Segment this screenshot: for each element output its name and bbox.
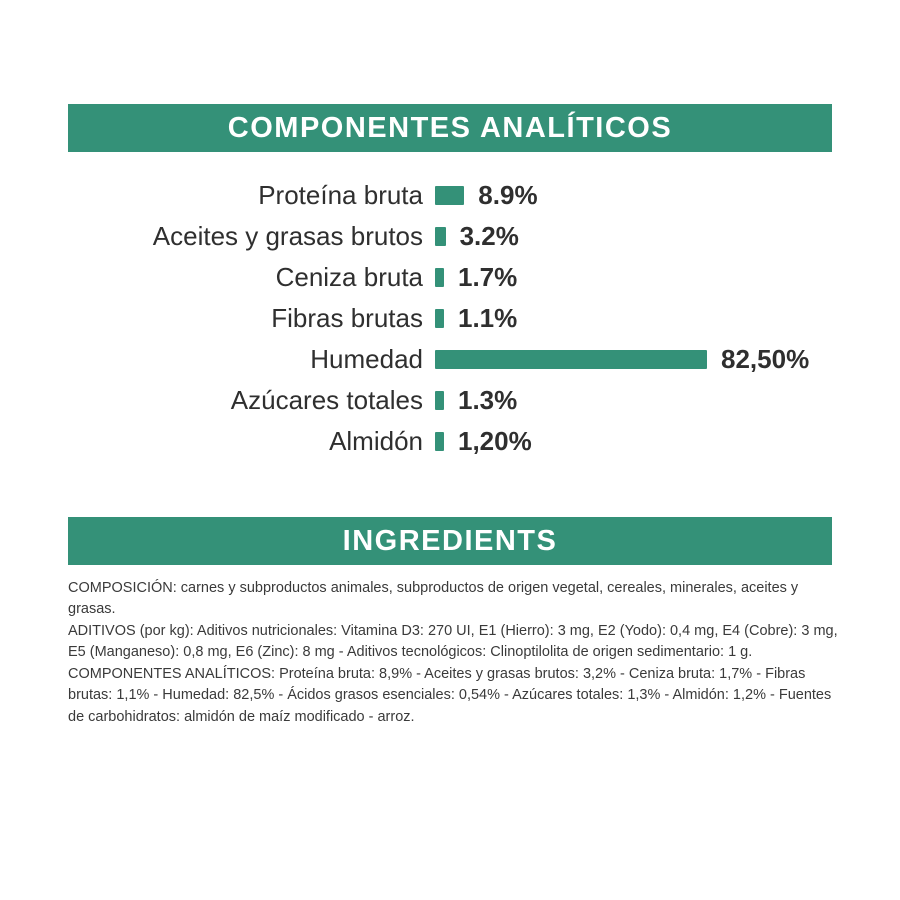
- chart-row-value: 8.9%: [478, 180, 538, 210]
- analytical-components-chart: [60, 175, 850, 462]
- chart-bar: [435, 186, 464, 205]
- chart-row-label: Ceniza bruta: [275, 262, 423, 292]
- chart-row-label: Azúcares totales: [230, 385, 423, 415]
- chart-row: [60, 380, 850, 421]
- chart-bar: [435, 268, 444, 287]
- chart-bar-wrap: [435, 344, 850, 375]
- analytical-components-header: COMPONENTES ANALÍTICOS: [68, 104, 832, 152]
- chart-row-value: 3.2%: [459, 221, 519, 251]
- ingredients-header: INGREDIENTS: [68, 517, 832, 565]
- chart-bar: [435, 309, 444, 328]
- chart-bar-wrap: [435, 180, 850, 211]
- chart-row-label: Almidón: [329, 426, 423, 456]
- chart-bar: [435, 350, 707, 369]
- chart-bar-wrap: [435, 221, 850, 252]
- chart-row: [60, 421, 850, 462]
- chart-bar: [435, 432, 444, 451]
- ingredients-body: [68, 578, 838, 728]
- chart-row: [60, 298, 850, 339]
- chart-bar: [435, 391, 444, 410]
- chart-row-label: Proteína bruta: [258, 180, 423, 210]
- chart-row-label: Fibras brutas: [271, 303, 423, 333]
- chart-row: [60, 257, 850, 298]
- chart-bar-wrap: [435, 385, 850, 416]
- chart-row-value: 82,50%: [721, 344, 810, 374]
- chart-bar: [435, 227, 446, 246]
- chart-row-label: Humedad: [310, 344, 423, 374]
- chart-row-value: 1.1%: [458, 303, 518, 333]
- chart-bar-wrap: [435, 426, 850, 457]
- chart-row-value: 1.7%: [458, 262, 518, 292]
- chart-bar-wrap: [435, 303, 850, 334]
- chart-row: [60, 216, 850, 257]
- chart-row: [60, 175, 850, 216]
- chart-row-label: Aceites y grasas brutos: [152, 221, 423, 251]
- chart-bar-wrap: [435, 262, 850, 293]
- ingredients-paragraph: COMPONENTES ANALÍTICOS: Proteína bruta: 8,9% - Aceites y grasas brutos: 3,2% - Ceniza bruta: 1,7% - Fibras brutas: 1,1% - Humedad: 82,5% - Ácidos grasos esenciales: 0,54% - Azúcares totales: 1,3% - Almidón: 1,2% - Fuentes de carbohidratos: almidón de maíz modificado - arroz.: [68, 665, 832, 725]
- ingredients-paragraph: ADITIVOS (por kg): Aditivos nutricionales: Vitamina D3: 270 UI, E1 (Hierro): 3 mg, E2 (Yodo): 0,4 mg, E4 (Cobre): 3 mg, E5 (Manganeso): 0,8 mg, E6 (Zinc): 8 mg - Aditivos tecnológicos: Clinoptilolita de origen sedimentario: 1 g.: [68, 622, 838, 661]
- chart-row-value: 1,20%: [458, 426, 532, 456]
- chart-row: [60, 339, 850, 380]
- ingredients-paragraph: COMPOSICIÓN: carnes y subproductos animales, subproductos de origen vegetal, cereales, minerales, aceites y grasas.: [68, 580, 799, 618]
- chart-row-value: 1.3%: [458, 385, 518, 415]
